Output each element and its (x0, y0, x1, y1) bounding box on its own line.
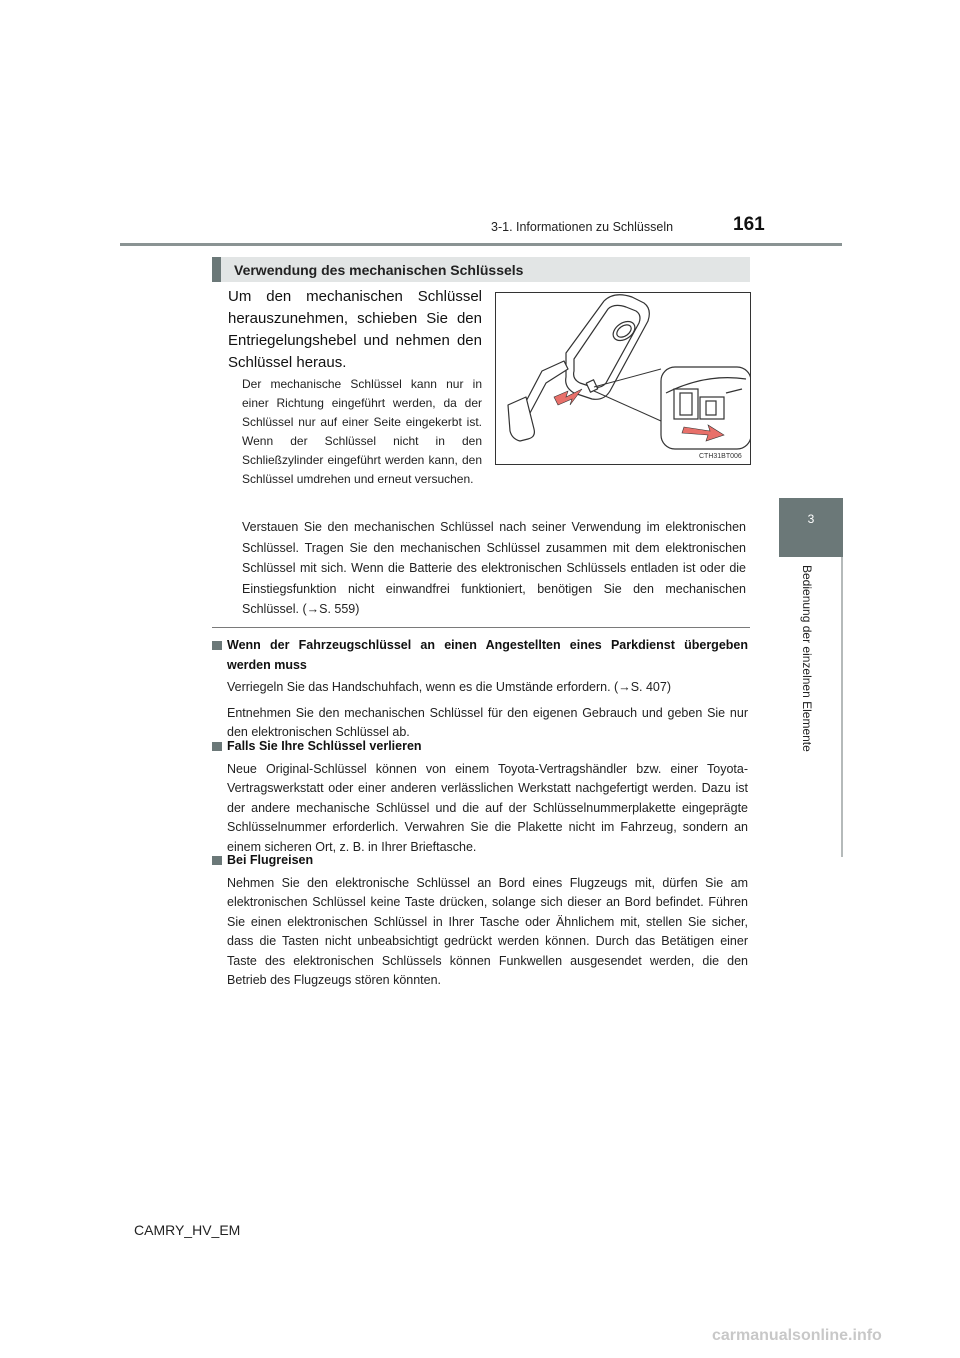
info-block-air-travel (212, 851, 748, 991)
section-heading-marker (212, 257, 221, 282)
info-block-valet (212, 636, 748, 743)
key-illustration (495, 292, 751, 465)
square-bullet-icon (212, 641, 222, 650)
section-separator (212, 627, 750, 628)
note-key-storage: Verstauen Sie den mechanischen Schlüssel nach seiner Verwendung im elektronischen Schlüssel. Tragen Sie den mechanischen Schlüssel zusammen mit dem elektronischen Schlüssel mit sich. Wenn die Batterie des elektronischen Schlüssels entladen ist oder die Einstiegsfunktion nicht einwandfrei funktioniert, benötigen Sie den mechanischen Schlüssel. (→S. 559) (242, 520, 746, 616)
chapter-tab (779, 498, 843, 557)
info-title (212, 737, 748, 757)
square-bullet-icon (212, 742, 222, 751)
square-bullet-icon (212, 856, 222, 865)
header-rule (120, 243, 842, 246)
info-paragraph: Nehmen Sie den elektronische Schlüssel an Bord eines Flugzeugs mit, dürfen Sie am elektronischen Schlüssel keine Taste drücken, solange sich dieser an Bord befindet. Führen Sie einen elektronischen Schlüssel in Ihrer Tasche oder Ähnlichem mit, stellen Sie sicher, dass die Tasten nicht unbeabsichtigt gedrückt werden können. Durch das Betätigen einer Taste des elektronischen Schlüssels können Funkwellen ausgesendet werden, die den Betrieb des Flugzeugs stören könnten. (227, 875, 748, 987)
section-heading (212, 257, 750, 282)
info-block-lost-keys (212, 737, 748, 857)
info-title-text: Bei Flugreisen (227, 853, 314, 867)
info-paragraph: Entnehmen Sie den mechanischen Schlüssel für den eigenen Gebrauch und geben Sie nur den elektronischen Schlüssel ab. (227, 705, 748, 739)
info-paragraph: Neue Original-Schlüssel können von einem Toyota-Vertragshändler bzw. einer Toyota-Vertragswerkstatt oder einer anderen verlässlichen Werkstatt nachgefertigt werden. Dazu ist der andere mechanische Schlüssel und die auf der Schlüsselnummerplakette eingeprägte Schlüsselnummer erforderlich. Verwahren Sie die Plakette nicht im Fahrzeug, sondern an einem sicheren Ort, z. B. in Ihrer Brieftasche. (227, 761, 748, 854)
info-title (212, 636, 748, 675)
page-number: 161 (733, 214, 765, 235)
chapter-label: Bedienung der einzelnen Elemente (800, 565, 814, 752)
chapter-number: 3 (807, 512, 815, 526)
section-heading-text: Verwendung des mechanischen Schlüssels (234, 261, 524, 278)
footer-model-code: CAMRY_HV_EM (134, 1222, 241, 1238)
key-illustration-drawing (496, 293, 751, 465)
info-title (212, 851, 748, 871)
intro-paragraph: Um den mechanischen Schlüssel herauszunehmen, schieben Sie den Entriegelungshebel und nehmen den Schlüssel heraus. (228, 288, 482, 371)
header-section-title: 3-1. Informationen zu Schlüsseln (491, 220, 674, 234)
info-paragraph: Verriegeln Sie das Handschuhfach, wenn es die Umstände erfordern. (→S. 407) (227, 680, 671, 694)
watermark: carmanualsonline.info (712, 1327, 882, 1344)
info-title-text: Wenn der Fahrzeugschlüssel an einen Angestellten eines Parkdienst übergeben werden muss (227, 638, 748, 672)
figure-code: CTH31BT006 (699, 453, 742, 460)
note-key-orientation: Der mechanische Schlüssel kann nur in einer Richtung eingeführt werden, da der Schlüssel nur auf einer Seite eingekerbt ist. Wenn der Schlüssel nicht in den Schließzylinder eingeführt werden kann, den Schlüssel umdrehen und erneut versuchen. (242, 377, 482, 486)
chapter-tab-line (841, 557, 843, 857)
info-title-text: Falls Sie Ihre Schlüssel verlieren (227, 739, 422, 753)
